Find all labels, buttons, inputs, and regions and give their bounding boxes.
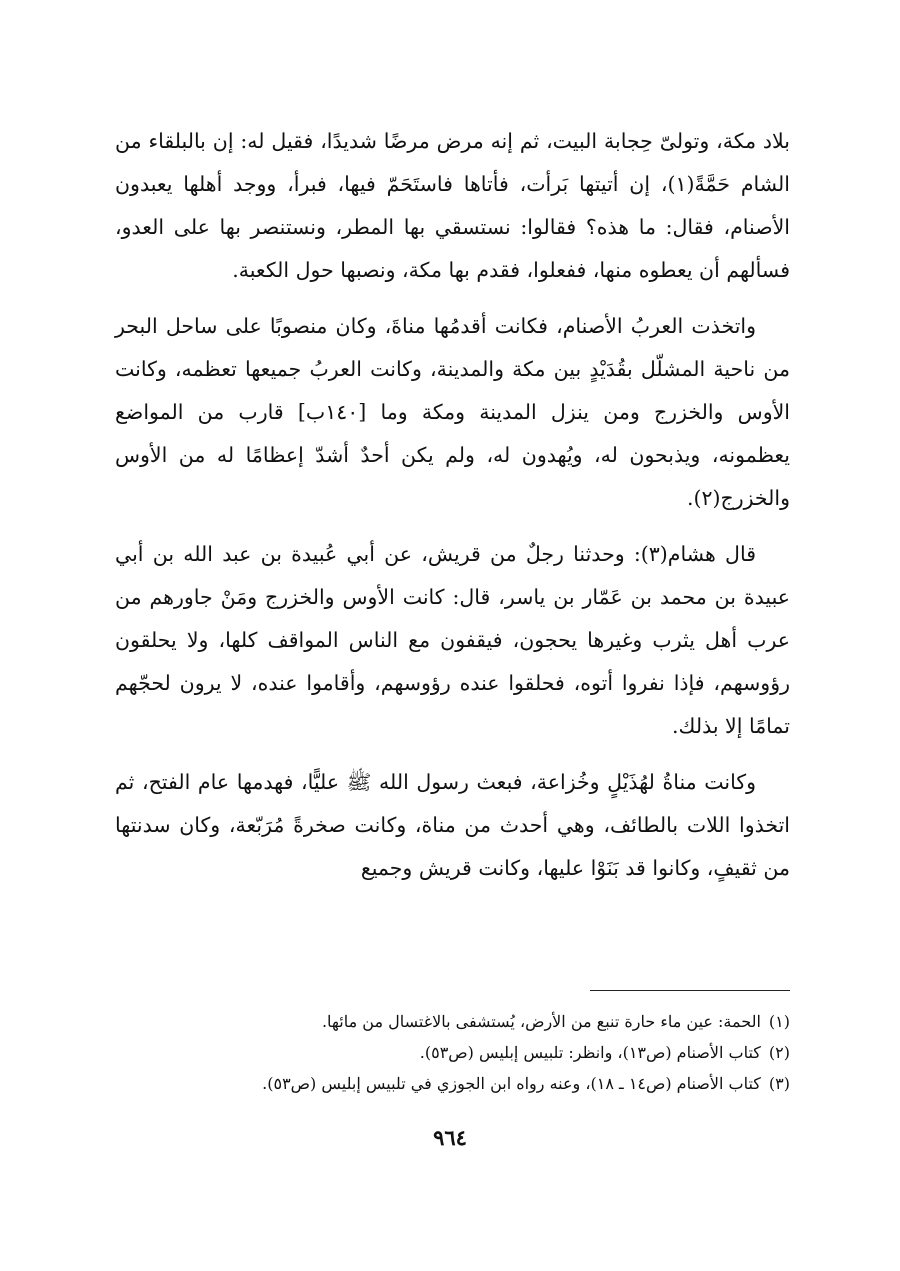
footnote-number: (٣) [768, 1074, 790, 1093]
paragraph: وكانت مناةُ لهُذَيْلٍ وخُزاعة، فبعث رسول الله ﷺ عليًّا، فهدمها عام الفتح، ثم اتخذوا اللات بالطائف، وهي أحدث من مناة، وكانت صخرةً مُرَبّعة، وكان سدنتها من ثقيفٍ، وكانوا قد بَنَوْا عليها، وكانت قريش وجميع [115, 770, 790, 880]
footnote-text: كتاب الأصنام (ص١٣)، وانظر: تلبيس إبليس (ص٥٣). [419, 1043, 761, 1062]
paragraph: واتخذت العربُ الأصنام، فكانت أقدمُها مناةَ، وكان منصوبًا على ساحل البحر من ناحية المشلّل بقُدَيْدٍ بين مكة والمدينة، وكانت العربُ جميعها تعظمه، وكانت الأوس والخزرج ومن ينزل المدينة ومكة وما [١٤٠ب] قارب من المواضع يعظمونه، ويذبحون له، ويُهدون له، ولم يكن أحدٌ أشدّ إعظامًا له من الأوس والخزرج(٢). [115, 314, 790, 510]
footnote-item [115, 1068, 790, 1099]
footnote-number: (١) [768, 1012, 790, 1031]
paragraph: بلاد مكة، وتولىّ حِجابة البيت، ثم إنه مرض مرضًا شديدًا، فقيل له: إن بالبلقاء من الشام حَمَّةً(١)، إن أتيتها بَرأت، فأتاها فاستَحَمّ فيها، فبرأ، ووجد أهلها يعبدون الأصنام، فقال: ما هذه؟ فقالوا: نستسقي بها المطر، ونستنصر بها على العدو، فسألهم أن يعطوه منها، ففعلوا، فقدم بها مكة، ونصبها حول الكعبة. [115, 129, 790, 282]
footnote-text: الحمة: عين ماء حارة تنبع من الأرض، يُستشفى بالاغتسال من مائها. [321, 1012, 761, 1031]
footnote-divider [590, 990, 790, 991]
footnote-item [115, 1037, 790, 1068]
page-number: ٩٦٤ [433, 1125, 467, 1150]
footnote-item [115, 1006, 790, 1037]
footnote-text: كتاب الأصنام (ص١٤ ـ ١٨)، وعنه رواه ابن الجوزي في تلبيس إبليس (ص٥٣). [262, 1074, 761, 1093]
page-body [115, 120, 790, 903]
footnote-number: (٢) [768, 1043, 790, 1062]
paragraph: قال هشام(٣): وحدثنا رجلٌ من قريش، عن أبي عُبيدة بن عبد الله بن أبي عبيدة بن محمد بن عَمّار بن ياسر، قال: كانت الأوس والخزرج ومَنْ جاورهم من عرب أهل يثرب وغيرها يحجون، فيقفون مع الناس المواقف كلها، ولا يحلقون رؤوسهم، فإذا نفروا أتوه، فحلقوا عنده رؤوسهم، وأقاموا عنده، لا يرون لحجّهم تمامًا إلا بذلك. [115, 542, 790, 738]
footnotes [115, 1006, 790, 1099]
